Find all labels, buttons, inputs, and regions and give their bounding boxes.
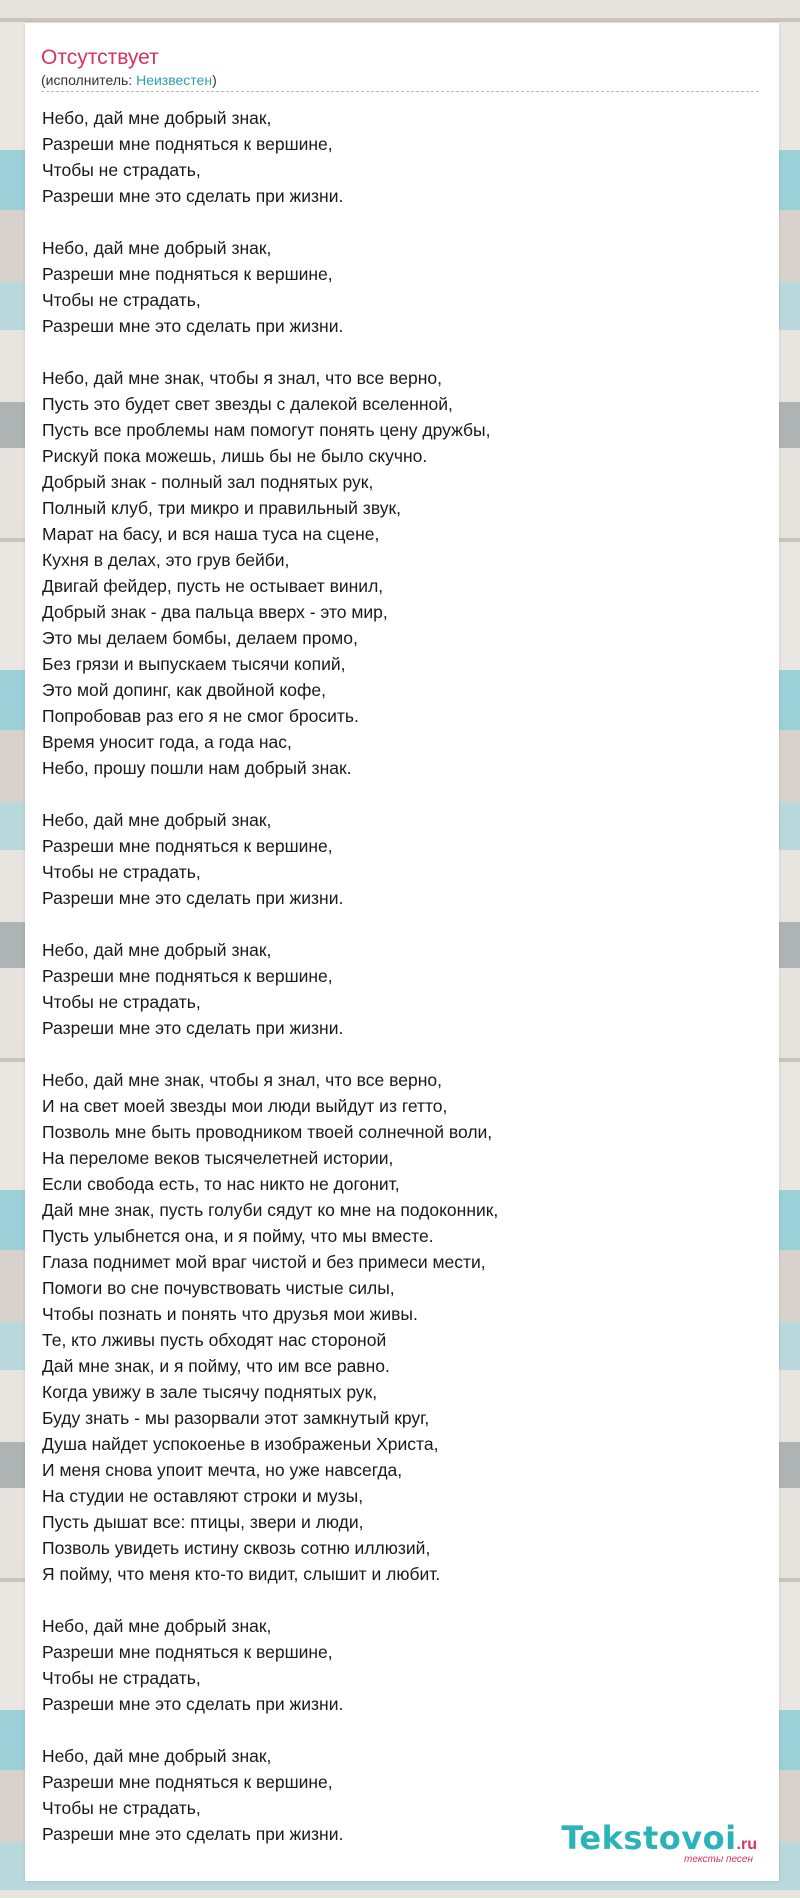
lyric-line: Небо, дай мне добрый знак,	[42, 1616, 272, 1636]
lyric-line: Разреши мне подняться к вершине,	[42, 264, 333, 284]
lyric-line: И на свет моей звезды мои люди выйдут из гетто,	[42, 1096, 448, 1116]
lyric-line: Чтобы не страдать,	[42, 992, 201, 1012]
lyric-line: Марат на басу, и вся наша туса на сцене,	[42, 524, 380, 544]
lyric-line: Это мой допинг, как двойной кофе,	[42, 680, 326, 700]
lyrics-card	[25, 23, 779, 1881]
lyric-line: Позволь увидеть истину сквозь сотню иллюзий,	[42, 1538, 431, 1558]
lyric-line: Чтобы не страдать,	[42, 1668, 201, 1688]
lyric-line: Разреши мне это сделать при жизни.	[42, 888, 344, 908]
lyric-line: Чтобы не страдать,	[42, 862, 201, 882]
lyric-line: Небо, дай мне добрый знак,	[42, 238, 272, 258]
lyric-line: Рискуй пока можешь, лишь бы не было скучно.	[42, 446, 428, 466]
lyric-line: И меня снова упоит мечта, но уже навсегда,	[42, 1460, 403, 1480]
lyric-line: Разреши мне это сделать при жизни.	[42, 1018, 344, 1038]
lyric-line: Разреши мне подняться к вершине,	[42, 966, 333, 986]
lyric-line: Я пойму, что меня кто-то видит, слышит и любит.	[42, 1564, 441, 1584]
lyric-line: Если свобода есть, то нас никто не догонит,	[42, 1174, 400, 1194]
site-logo[interactable]	[561, 1821, 757, 1865]
lyric-line: Небо, дай мне добрый знак,	[42, 108, 272, 128]
song-title: Отсутствует	[41, 46, 159, 69]
lyric-line: Буду знать - мы разорвали этот замкнутый круг,	[42, 1408, 430, 1428]
artist-prefix: (исполнитель:	[41, 72, 137, 88]
lyric-line: Время уносит года, а года нас,	[42, 732, 292, 752]
lyric-line: Добрый знак - полный зал поднятых рук,	[42, 472, 374, 492]
lyric-line: Разреши мне подняться к вершине,	[42, 1772, 333, 1792]
lyric-line: Чтобы не страдать,	[42, 1798, 201, 1818]
lyric-line: Пусть улыбнется она, и я пойму, что мы вместе.	[42, 1226, 434, 1246]
lyric-line: Помоги во сне почувствовать чистые силы,	[42, 1278, 395, 1298]
lyric-line: Чтобы не страдать,	[42, 160, 201, 180]
lyric-line: Это мы делаем бомбы, делаем промо,	[42, 628, 358, 648]
lyric-line: Глаза поднимет мой враг чистой и без примеси мести,	[42, 1252, 486, 1272]
lyric-line: Дай мне знак, пусть голуби сядут ко мне на подоконник,	[42, 1200, 499, 1220]
lyric-line: Небо, дай мне знак, чтобы я знал, что все верно,	[42, 368, 442, 388]
stanza-gap	[42, 1587, 762, 1613]
lyric-line: Чтобы не страдать,	[42, 290, 201, 310]
lyric-line: Когда увижу в зале тысячу поднятых рук,	[42, 1382, 378, 1402]
lyric-line: Разреши мне это сделать при жизни.	[42, 316, 344, 336]
lyric-line: Разреши мне это сделать при жизни.	[42, 186, 344, 206]
lyric-line: Разреши мне это сделать при жизни.	[42, 1694, 344, 1714]
lyric-line: Полный клуб, три микро и правильный звук,	[42, 498, 402, 518]
lyric-line: Кухня в делах, это грув бейби,	[42, 550, 290, 570]
stanza-gap	[42, 339, 762, 365]
stanza-gap	[42, 781, 762, 807]
lyric-line: Двигай фейдер, пусть не остывает винил,	[42, 576, 384, 596]
lyric-line: Добрый знак - два пальца вверх - это мир,	[42, 602, 388, 622]
lyric-line: Разреши мне подняться к вершине,	[42, 1642, 333, 1662]
lyric-line: Те, кто лживы пусть обходят нас стороной	[42, 1330, 387, 1350]
artist-suffix: )	[212, 72, 217, 88]
artist-link[interactable]: Неизвестен	[136, 72, 213, 88]
lyric-line: Небо, прошу пошли нам добрый знак.	[42, 758, 352, 778]
lyric-line: На студии не оставляют строки и музы,	[42, 1486, 364, 1506]
lyric-line: Без грязи и выпускаем тысячи копий,	[42, 654, 346, 674]
lyric-line: Пусть это будет свет звезды с далекой вселенной,	[42, 394, 453, 414]
lyric-line: Небо, дай мне добрый знак,	[42, 1746, 272, 1766]
lyric-line: На переломе веков тысячелетней истории,	[42, 1148, 394, 1168]
lyric-line: Дай мне знак, и я пойму, что им все равно.	[42, 1356, 390, 1376]
lyric-line: Душа найдет успокоенье в изображеньи Христа,	[42, 1434, 439, 1454]
logo-tld: .ru	[736, 1836, 757, 1853]
artist-line	[41, 71, 759, 89]
lyric-line: Разреши мне подняться к вершине,	[42, 836, 333, 856]
lyrics-text	[42, 105, 762, 1847]
lyric-line: Небо, дай мне добрый знак,	[42, 940, 272, 960]
lyric-line: Разреши мне это сделать при жизни.	[42, 1824, 344, 1844]
lyric-line: Небо, дай мне добрый знак,	[42, 810, 272, 830]
song-header	[41, 45, 759, 92]
stanza-gap	[42, 209, 762, 235]
lyric-line: Чтобы познать и понять что друзья мои живы.	[42, 1304, 418, 1324]
stanza-gap	[42, 1717, 762, 1743]
logo-tagline: тексты песен	[684, 1854, 753, 1865]
stanza-gap	[42, 1041, 762, 1067]
stanza-gap	[42, 911, 762, 937]
lyric-line: Разреши мне подняться к вершине,	[42, 134, 333, 154]
lyric-line: Пусть дышат все: птицы, звери и люди,	[42, 1512, 364, 1532]
logo-wordmark: Tekstovoi	[561, 1819, 737, 1857]
lyric-line: Небо, дай мне знак, чтобы я знал, что все верно,	[42, 1070, 442, 1090]
lyric-line: Попробовав раз его я не смог бросить.	[42, 706, 359, 726]
lyric-line: Пусть все проблемы нам помогут понять цену дружбы,	[42, 420, 491, 440]
lyric-line: Позволь мне быть проводником твоей солнечной воли,	[42, 1122, 493, 1142]
